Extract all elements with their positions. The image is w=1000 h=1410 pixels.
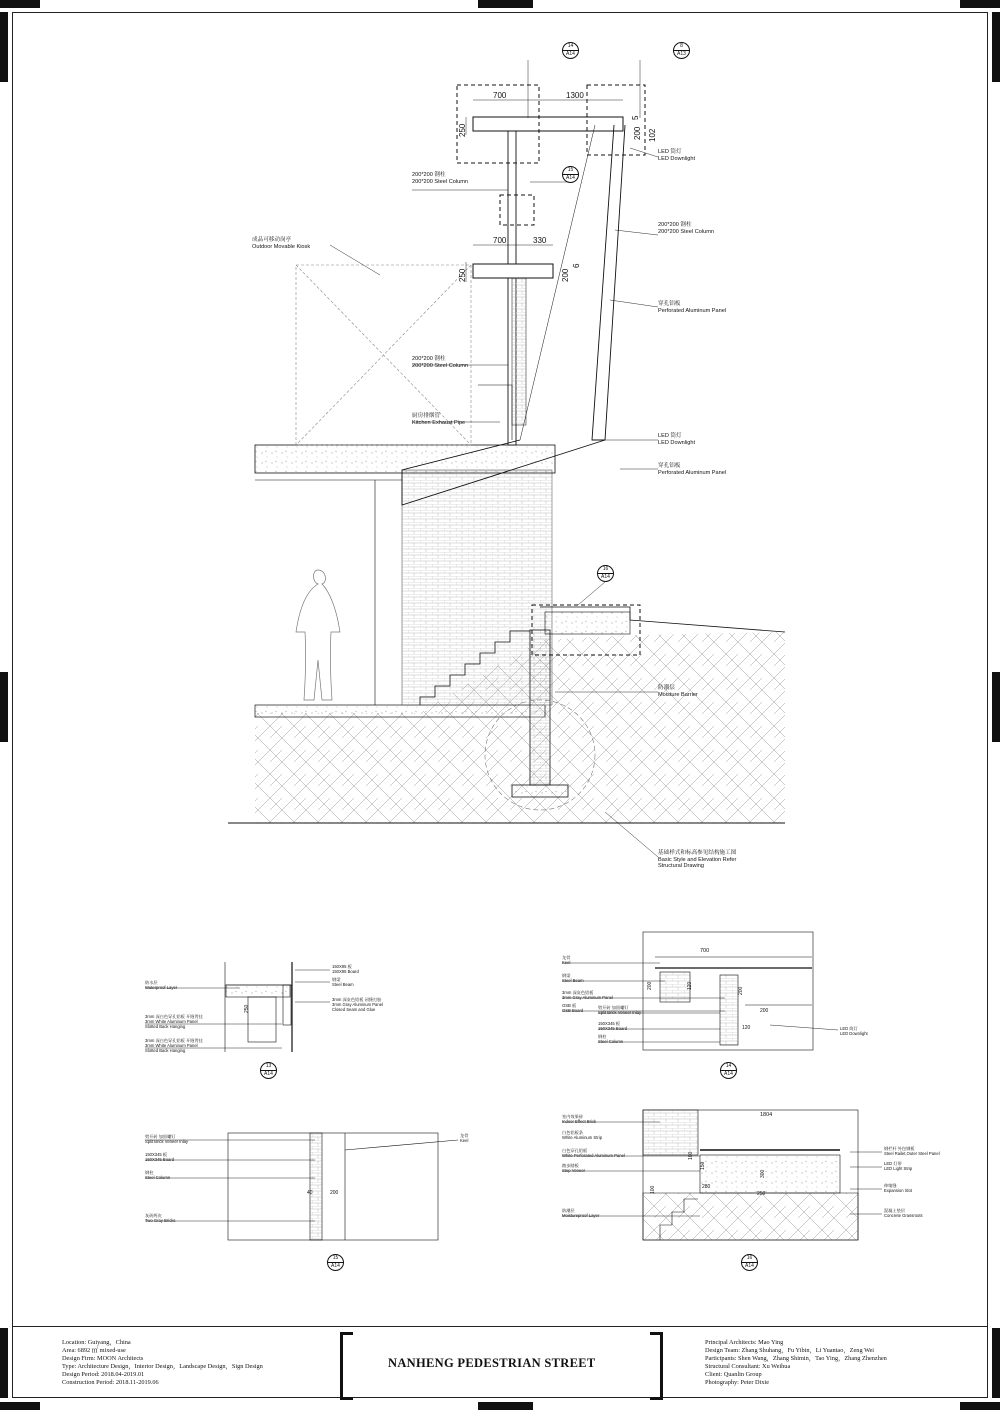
label-steel-column-right: 200*200 钢柱 200*200 Steel Column xyxy=(658,222,714,235)
dim-5: 5 xyxy=(631,115,640,120)
d16-dim-100-b: 100 xyxy=(650,1185,656,1194)
d16-label-steel-railet: 钢栏杆 外包钢板 Steel Railet,Outer Steel Panel xyxy=(884,1146,940,1156)
label-steel-column-top: 200*200 钢柱 200*200 Steel Column xyxy=(412,172,468,185)
d16-label-indoor-brick: 室内效果砖 Indoor Effect Brick xyxy=(562,1114,597,1124)
d14-label-keel: 龙骨 Keel xyxy=(562,955,571,965)
d16-dim-1804: 1804 xyxy=(760,1112,773,1118)
d13-label-board: 150X95 板 150X95 Board xyxy=(332,964,359,974)
detail-15-linework xyxy=(228,1133,458,1240)
label-led-downlight-top: LED 筒灯 LED Downlight xyxy=(658,149,695,162)
d15-label-board: 150X345 板 150X345 Board xyxy=(145,1152,175,1162)
d16-dim-250: 250 xyxy=(757,1191,766,1197)
d16-dim-100-a: 100 xyxy=(688,1151,694,1160)
detail-14-linework xyxy=(643,932,813,1050)
top-canopy xyxy=(473,117,623,131)
dim-200-mid: 200 xyxy=(561,268,570,282)
d14-dim-700: 700 xyxy=(700,948,710,954)
d14-dim-120-a: 120 xyxy=(687,981,693,990)
info-area: Area: 6892 ㎡ mixed-use xyxy=(62,1346,126,1354)
d13-label-white-panel-2: 3mm 深白色穿孔铝板 开缝背挂 3mm White Aluminum Panel Slotted Back Hanging xyxy=(145,1038,203,1053)
dim-102: 102 xyxy=(648,128,657,142)
info-design-firm: Design Firm: MOON Architects xyxy=(62,1354,144,1362)
d14-dim-200-a: 200 xyxy=(647,981,653,990)
label-steel-column-mid: 200*200 钢柱 200*200 Steel Column xyxy=(412,356,468,369)
label-perforated-panel-lower: 穿孔铝板 Perforated Aluminum Panel xyxy=(658,463,727,476)
d14-label-steel-column: 钢柱 Steel Column xyxy=(598,1034,624,1044)
foundation-footing xyxy=(512,785,568,797)
callout-tag-14-a14-detail[interactable]: 14 A14 xyxy=(720,1062,737,1079)
lower-floor-slab xyxy=(255,705,545,717)
dim-700-mid: 700 xyxy=(493,236,507,245)
info-design-period: Design Period: 2018.04-2019.01 xyxy=(62,1370,145,1378)
dim-6: 6 xyxy=(572,263,581,268)
d14-label-osb: OSB 板 OSB Board xyxy=(562,1003,584,1013)
dim-250-top: 250 xyxy=(458,123,467,137)
steel-column-ladder xyxy=(512,275,526,425)
d13-label-steel-beam: 钢梁 Steel Beam xyxy=(332,977,354,987)
d15-dim-40: 40 xyxy=(307,1190,313,1196)
callout-tag-16-a14[interactable]: 16 A14 xyxy=(597,565,614,582)
label-moisture-barrier: 防潮层 Moisture Barrier xyxy=(658,685,698,698)
d16-dim-280: 280 xyxy=(702,1184,711,1190)
perforated-panel xyxy=(592,125,625,440)
detail-13-linework xyxy=(225,962,292,1052)
label-perforated-panel-upper: 穿孔铝板 Perforated Aluminum Panel xyxy=(658,301,727,314)
human-figure xyxy=(296,570,340,700)
d13-label-waterproof: 防水层 Waterproof Layer xyxy=(145,980,178,990)
dim-700-top: 700 xyxy=(493,91,507,100)
d16-label-white-strip: 白色铝板条 White Aluminum Strip xyxy=(562,1130,603,1140)
info-type: Type: Architecture Design，Interior Design，Landscape Design，Sign Design xyxy=(62,1362,263,1370)
label-led-downlight-lower: LED 筒灯 LED Downlight xyxy=(658,433,695,446)
d13-label-gray-panel: 3mm 深灰色铝板 闭缝打胶 3mm Gray Aluminum Panel Closed Seam and Glue xyxy=(332,997,383,1012)
d14-dim-200-b: 200 xyxy=(760,1008,769,1014)
dim-1300: 1300 xyxy=(566,91,584,100)
label-foundation-note: 基础样式和标高参见结构施工图 Basic Style and Elevation Refer Structural Drawing xyxy=(658,850,737,870)
detail-16-linework xyxy=(643,1110,858,1240)
d16-label-led-strip: LED 灯带 LED Light Strip xyxy=(884,1161,913,1171)
label-outdoor-kiosk: 成品可移动岗亭 Outdoor Movable Kiosk xyxy=(252,237,311,250)
project-title: NANHENG PEDESTRIAN STREET xyxy=(388,1356,596,1370)
d14-label-gray-panel: 3mm 深灰色铝板 3mm Gray Aluminum Panel xyxy=(562,990,613,1000)
d13-label-white-panel-1: 3mm 深白色穿孔铝板 开缝背挂 3mm White Aluminum Panel Slotted Back Hanging xyxy=(145,1014,203,1029)
brick-wall xyxy=(402,470,552,705)
callout-tag-14-a14[interactable]: 14 A14 xyxy=(562,42,579,59)
info-design-team: Design Team: Zhang Shuhang，Fu Yibin，Li Yuantao，Zeng Wei xyxy=(705,1346,875,1354)
title-bracket-right xyxy=(650,1332,663,1400)
kitchen-exhaust-pipe xyxy=(478,385,512,440)
d14-label-board: 150X345 板 150X345 Board xyxy=(598,1021,628,1031)
callout-tag-13-a14[interactable]: 13 A14 xyxy=(260,1062,277,1079)
title-bracket-left xyxy=(340,1332,353,1400)
d13-dim-250: 250 xyxy=(244,1004,250,1013)
callout-tag-15-a14[interactable]: 15 A14 xyxy=(562,166,579,183)
info-structural-consultant: Structural Consultant: Xu Weihua xyxy=(705,1362,791,1370)
info-principal-architects: Principal Architects: Mao Ying xyxy=(705,1339,784,1346)
d14-label-led: LED 筒灯 LED Downlight xyxy=(840,1026,868,1036)
dim-200-top: 200 xyxy=(633,126,642,140)
d14-label-split-brick: 劈开砖 加固螺钉 Split Brick Veneer Inlay xyxy=(598,1005,642,1015)
d16-label-step-veneer: 踏步踏板 Step Veneer xyxy=(562,1163,586,1173)
d16-dim-150: 150 xyxy=(700,1161,706,1170)
d15-dim-200: 200 xyxy=(330,1190,339,1196)
project-info-left xyxy=(62,1339,263,1386)
d14-label-steel-beam: 钢梁 Steel Beam xyxy=(562,973,584,983)
dim-330: 330 xyxy=(533,236,547,245)
callout-tag-15-a14-detail[interactable]: 15 A14 xyxy=(327,1254,344,1271)
info-participants: Participants: Shen Wang，Zhang Shimin，Tao Ying，Zhang Zhenzhen xyxy=(705,1354,887,1362)
d16-dim-300: 300 xyxy=(760,1169,766,1178)
foundation-column xyxy=(530,630,550,785)
d15-label-steel-column: 钢柱 Steel Column xyxy=(145,1170,171,1180)
info-photography: Photography: Peter Dixie xyxy=(705,1378,770,1386)
dim-250-mid: 250 xyxy=(458,268,467,282)
project-info-right xyxy=(705,1339,887,1386)
callout-tag-16-a14-detail[interactable]: 16 A14 xyxy=(741,1254,758,1271)
info-construction-period: Construction Period: 2018.11-2019.06 xyxy=(62,1378,159,1386)
d16-label-moistureproof: 防潮层 Moistureproof Layer xyxy=(562,1208,600,1218)
d15-label-split-brick: 劈开砖 加固螺钉 Split Brick Veneer Inlay xyxy=(145,1134,189,1144)
d16-label-concrete: 混凝土垫层 Concrete Grassroots xyxy=(884,1208,923,1218)
info-client: Client: Quanlin Group xyxy=(705,1370,762,1378)
d14-dim-200-c: 200 xyxy=(738,986,744,995)
d16-label-perforated-panel: 白色穿孔铝板 White Perforated Aluminum Panel xyxy=(562,1148,625,1158)
label-kitchen-exhaust: 厨房排烟管 Kitchen Exhaust Pipe xyxy=(412,413,466,426)
d15-label-keel: 龙骨 Keel xyxy=(460,1133,469,1143)
callout-tag-8-a13[interactable]: 8 A13 xyxy=(673,42,690,59)
d15-label-gray-bricks: 灰砖两皮 Two Gray Bricks xyxy=(145,1213,176,1223)
mid-canopy xyxy=(473,264,553,278)
d16-label-expansion-slot: 伸缩缝 Expansion Slot xyxy=(884,1183,912,1193)
d14-dim-120-b: 120 xyxy=(742,1025,751,1031)
info-location: Location: Guiyang，China xyxy=(62,1339,131,1346)
